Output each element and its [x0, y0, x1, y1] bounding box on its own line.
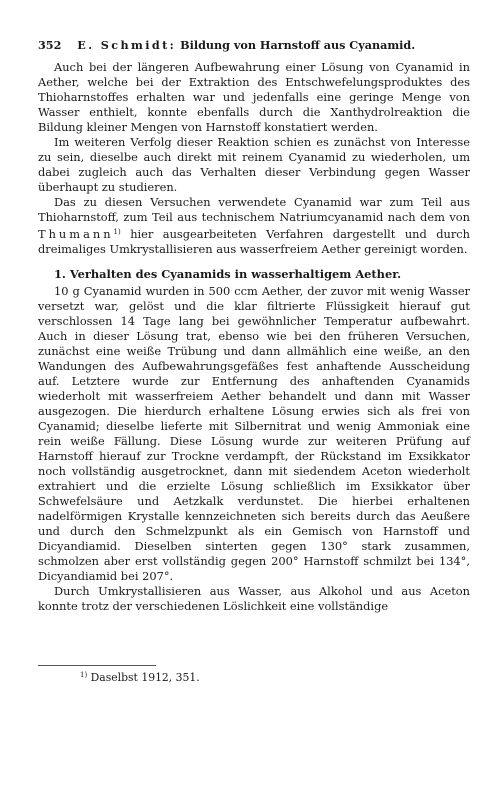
section-heading: 1. Verhalten des Cyanamids in wasserhaltigem Aether. [54, 267, 402, 281]
paragraph-text: hier ausgearbeiteten Verfahren dargestellt und durch dreimaliges Umkrystallisieren aus wasserfreiem Aether gereinigt worden. [38, 227, 471, 256]
running-header [38, 38, 470, 52]
header-title: Bildung von Harnstoff aus Cyanamid. [180, 38, 416, 52]
paragraph: 10 g Cyanamid wurden in 500 ccm Aether, der zuvor mit wenig Wasser versetzt war, gelöst und die klar filtrierte Flüssigkeit hierauf gut verschlossen 14 Tage lang bei gewöhnlicher Temperatur aufbewahrt. Auch in dieser Lösung trat, ebenso wie bei den früheren Versuchen, zunächst eine weiße Trübung und dann allmählich eine weiße, an den Wandungen des Aufbewahrungsgefäßes fest anhaftende Ausscheidung auf. Letztere wurde zur Entfernung des anhaftenden Cyanamids wiederholt mit wasserfreiem Aether behandelt und dann mit Wasser ausgezogen. Die hierdurch erhaltene Lösung erwies sich als frei von Cyanamid; dieselbe lieferte mit Silbernitrat und wenig Ammoniak eine rein weiße Fällung. Diese Lösung wurde zur weiteren Prüfung auf Harnstoff hierauf zur Trockne verdampft, der Rückstand im Exsikkator noch vollständig ausgetrocknet, dann mit siedendem Aceton wiederholt extrahiert und die erzielte Lösung schließlich im Exsikkator über Schwefelsäure und Aetzkalk verdunstet. Die hierbei erhaltenen nadelförmigen Krystalle kennzeichneten sich bereits durch das Aeußere und durch den Schmelzpunkt als ein Gemisch von Harnstoff und Dicyandiamid. Dieselben sinterten gegen 130° stark zusammen, schmolzen aber erst vollständig gegen 200° Harnstoff schmilzt bei 134°, Dicyandiamid bei 207°. [38, 284, 470, 583]
footnote-text: Daselbst 1912, 351. [90, 671, 200, 684]
footnote-reference: 1) [113, 228, 121, 236]
author-name: Thumann [38, 227, 114, 241]
paragraph: Durch Umkrystallisieren aus Wasser, aus Alkohol und aus Aceton konnte trotz der verschiedenen Löslichkeit eine vollständige [38, 584, 470, 613]
footnote-rule [38, 665, 156, 666]
page-number: 352 [38, 38, 62, 52]
main-text [38, 60, 470, 614]
header-author: E. Schmidt: [77, 38, 177, 52]
paragraph: Im weiteren Verfolg dieser Reaktion schien es zunächst von Interesse zu sein, dieselbe auch direkt mit reinem Cyanamid zu wiederholen, um dabei zugleich auch das Verhalten dieser Verbindung gegen Wasser überhaupt zu studieren. [38, 135, 470, 194]
footnote [80, 671, 200, 684]
paragraph [38, 195, 470, 257]
footnote-mark: 1) [80, 671, 88, 679]
paragraph: Auch bei der längeren Aufbewahrung einer Lösung von Cyanamid in Aether, welche bei der Extraktion des Entschwefelungsproduktes des Thioharnstoffes erhalten war und jedenfalls eine geringe Menge von Wasser enthielt, konnte ebenfalls durch die Xanthydrolreaktion die Bildung kleiner Mengen von Harnstoff konstatiert werden. [38, 60, 470, 134]
paragraph-text: Das zu diesen Versuchen verwendete Cyanamid war zum Teil aus Thioharnstoff, zum Teil aus technischem Natriumcyanamid nach dem von [38, 195, 470, 224]
